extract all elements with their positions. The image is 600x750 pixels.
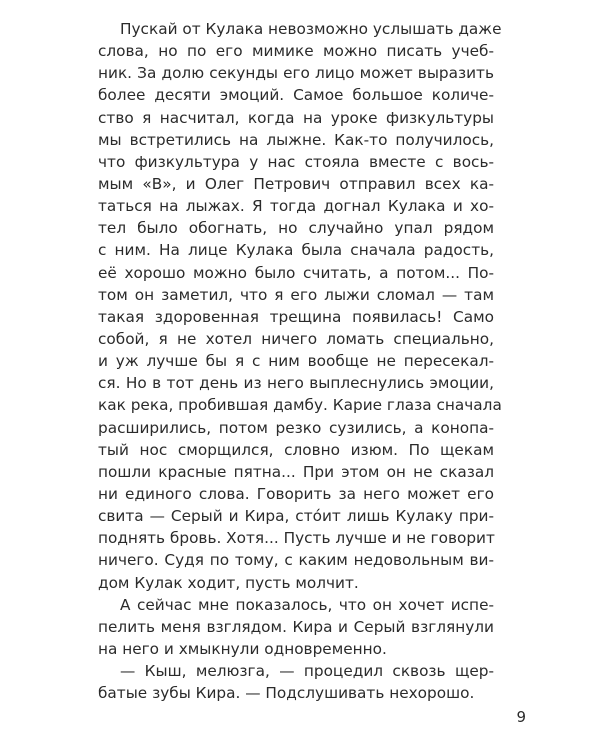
text-line: том он заметил, что я его лыжи сломал — там <box>98 285 494 304</box>
text-line: такая здоровенная трещина появилась! Само <box>98 307 494 326</box>
text-line: что физкультура у нас стояла вместе с вось- <box>98 152 494 171</box>
text-line: слова, но по его мимике можно писать учеб- <box>98 42 494 61</box>
text-line: расширились, потом резко сузились, а конопа- <box>98 418 494 437</box>
text-line: более десяти эмоций. Самое большое количе- <box>98 86 494 105</box>
text-line: батые зубы Кира. — Подслушивать нехорошо. <box>98 684 475 703</box>
text-line: ник. За долю секунды его лицо может выразить <box>98 64 494 83</box>
text-line: пелить меня взглядом. Кира и Серый взглянули <box>98 617 494 636</box>
text-line: пошли красные пятна... При этом он не сказал <box>98 462 494 481</box>
text-line: таться на лыжах. Я тогда догнал Кулака и хо- <box>98 197 494 216</box>
text-line: ся. Но в тот день из него выплеснулись эмоции, <box>98 374 494 393</box>
text-line: её хорошо можно было считать, а потом... По- <box>98 263 494 282</box>
paragraph <box>98 594 494 660</box>
text-line: тел было обогнать, но случайно упал рядом <box>98 219 494 238</box>
text-line: ни единого слова. Говорить за него может его <box>98 484 494 503</box>
text-line: ничего. Судя по тому, с каким недовольным ви- <box>98 551 494 570</box>
text-line: дом Кулак ходит, пусть молчит. <box>98 573 359 592</box>
text-line: поднять бровь. Хотя... Пусть лучше и не говорит <box>98 529 495 548</box>
paragraph <box>98 660 494 704</box>
text-line: мым «В», и Олег Петрович отправил всех ка- <box>98 174 494 193</box>
text-line: — Кыш, мелюзга, — процедил сквозь щер- <box>120 662 494 681</box>
text-line: собой, я не хотел ничего ломать специально, <box>98 329 494 348</box>
paragraph <box>98 18 502 594</box>
text-line: и уж лучше бы я с ним вообще не пересекал- <box>98 352 494 371</box>
text-line: тый нос сморщился, словно изюм. По щекам <box>98 440 494 459</box>
text-line: ство я насчитал, когда на уроке физкультуры <box>98 108 494 127</box>
text-line: мы встретились на лыжне. Как-то получилось, <box>98 130 494 149</box>
text-line: А сейчас мне показалось, что он хочет испе- <box>120 595 494 614</box>
body-text <box>98 18 502 704</box>
text-line: свита — Серый и Кира, сто́ит лишь Кулаку при- <box>98 507 494 526</box>
page-number: 9 <box>516 708 526 726</box>
text-line: с ним. На лице Кулака была сначала радость, <box>98 241 494 260</box>
text-line: как река, пробившая дамбу. Карие глаза сначала <box>98 396 502 415</box>
text-line: Пускай от Кулака невозможно услышать даже <box>120 20 502 38</box>
text-line: на него и хмыкнули одновременно. <box>98 639 387 658</box>
